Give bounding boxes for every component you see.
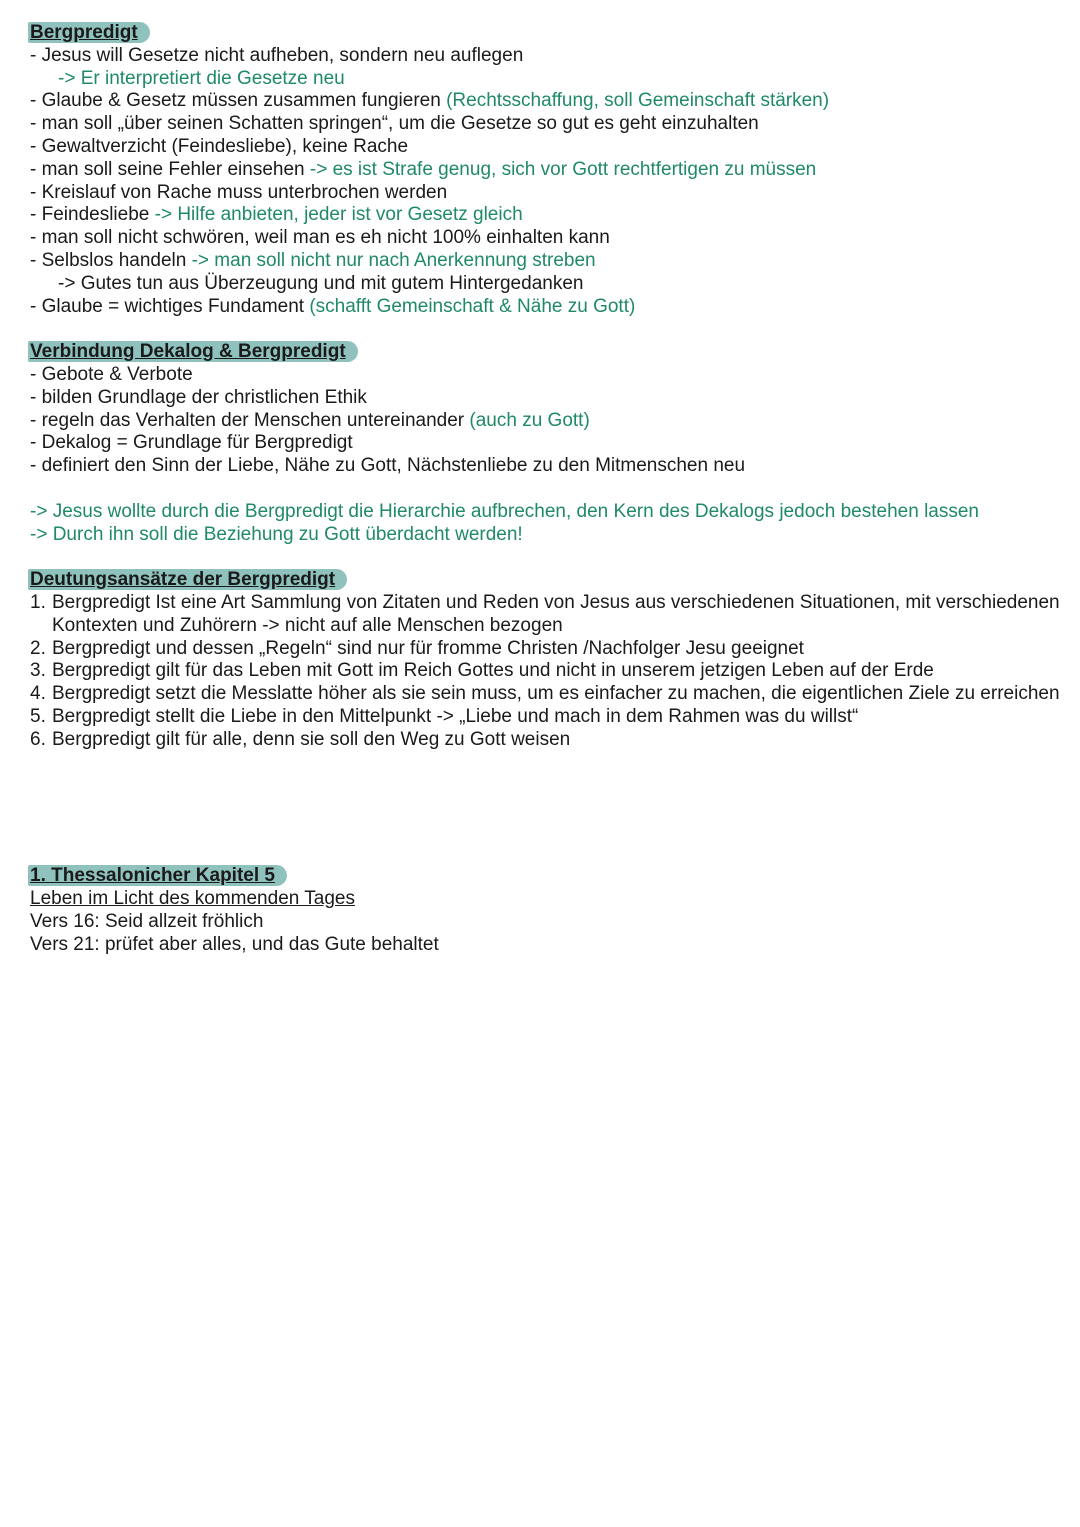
list-item: 2. Bergpredigt und dessen „Regeln“ sind nur für fromme Christen /Nachfolger Jesu geeignet (30, 637, 804, 659)
section-heading: Deutungsansätze der Bergpredigt (28, 569, 347, 590)
verse-line: Vers 16: Seid allzeit fröhlich (30, 911, 264, 933)
note-line: - Selbslos handeln -> man soll nicht nur nach Anerkennung streben (30, 249, 596, 271)
note-line: - man soll seine Fehler einsehen -> es ist Strafe genug, sich vor Gott rechtfertigen zu müssen (30, 158, 817, 180)
list-item: 4. Bergpredigt setzt die Messlatte höher als sie sein muss, um es einfacher zu machen, die eigentlichen Ziele zu erreichen (30, 683, 1060, 705)
note-line: - bilden Grundlage der christlichen Ethik (30, 386, 367, 408)
section-heading: Verbindung Dekalog & Bergpredigt (28, 341, 358, 362)
document-page (30, 22, 1060, 957)
note-line: - Glaube = wichtiges Fundament (schafft Gemeinschaft & Nähe zu Gott) (30, 295, 636, 317)
conclusion-line: -> Durch ihn soll die Beziehung zu Gott überdacht werden! (30, 523, 523, 545)
section-heading: Bergpredigt (28, 22, 150, 43)
note-line: - Dekalog = Grundlage für Bergpredigt (30, 432, 353, 454)
note-line: - Feindesliebe -> Hilfe anbieten, jeder ist vor Gesetz gleich (30, 204, 523, 226)
note-line: - definiert den Sinn der Liebe, Nähe zu Gott, Nächstenliebe zu den Mitmenschen neu (30, 455, 746, 477)
note-line: - Gewaltverzicht (Feindesliebe), keine Rache (30, 135, 409, 157)
list-item: 3. Bergpredigt gilt für das Leben mit Gott im Reich Gottes und nicht in unserem jetzigen Leben auf der Erde (30, 660, 934, 682)
note-line: - regeln das Verhalten der Menschen untereinander (auch zu Gott) (30, 409, 590, 431)
section-subtitle: Leben im Licht des kommenden Tages (30, 888, 355, 910)
note-line: - man soll nicht schwören, weil man es eh nicht 100% einhalten kann (30, 227, 610, 249)
verse-line: Vers 21: prüfet aber alles, und das Gute behaltet (30, 933, 439, 955)
interpretation-list (30, 592, 1060, 752)
section-thessalonicher (30, 865, 1060, 956)
note-line: - Glaube & Gesetz müssen zusammen fungieren (Rechtsschaffung, soll Gemeinschaft stärken) (30, 90, 830, 112)
note-line: - Jesus will Gesetze nicht aufheben, sondern neu auflegen (30, 44, 524, 66)
note-line: -> Gutes tun aus Überzeugung und mit gutem Hintergedanken (58, 272, 584, 294)
conclusion-line: -> Jesus wollte durch die Bergpredigt die Hierarchie aufbrechen, den Kern des Dekalogs jedoch bestehen lassen (30, 500, 979, 522)
list-item: 6. Bergpredigt gilt für alle, denn sie soll den Weg zu Gott weisen (30, 728, 571, 750)
list-item: 1. Bergpredigt Ist eine Art Sammlung von Zitaten und Reden von Jesus aus verschiedenen Situationen, mit verschiedenen Kontexten und Zuhörern -> nicht auf alle Menschen bezogen (30, 591, 1060, 636)
list-item: 5. Bergpredigt stellt die Liebe in den Mittelpunkt -> „Liebe und mach in dem Rahmen was du willst“ (30, 705, 859, 727)
note-line: - man soll „über seinen Schatten springen“, um die Gesetze so gut es geht einzuhalten (30, 113, 759, 135)
note-line: -> Er interpretiert die Gesetze neu (58, 67, 345, 89)
section-heading: 1. Thessalonicher Kapitel 5 (28, 865, 287, 886)
section-bergpredigt (30, 22, 1060, 318)
section-verbindung (30, 341, 1060, 546)
section-deutung (30, 569, 1060, 751)
note-line: - Gebote & Verbote (30, 363, 193, 385)
note-line: - Kreislauf von Rache muss unterbrochen werden (30, 181, 448, 203)
